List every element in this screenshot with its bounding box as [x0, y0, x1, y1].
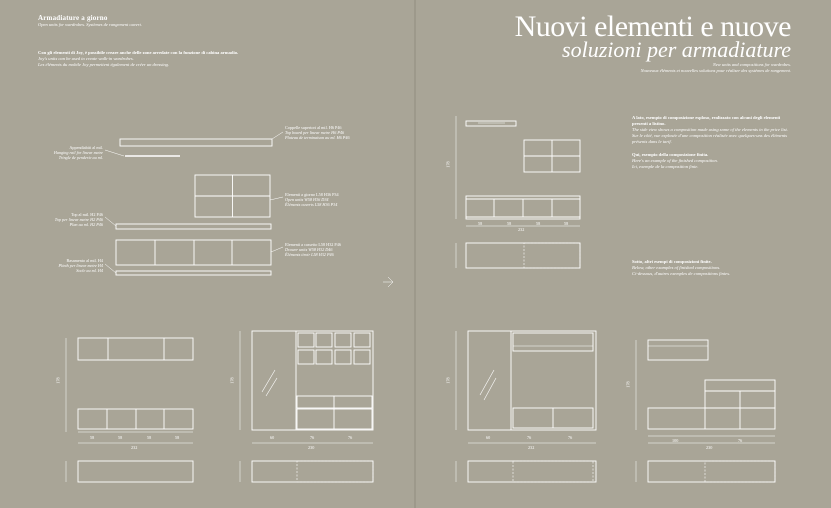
dim-d-2: 76 — [738, 438, 743, 443]
label-skirting: Basamento al mtl. H4 Plinth per linear metre H4 Socle au ml. H4 — [58, 258, 103, 273]
label-drawer-units: Elementi a cassetto L58 H32 P46 Drawer units W58 H32 D46 Éléments tiroir L58 H32 P46 — [285, 242, 341, 257]
top-shape — [116, 224, 271, 229]
reference-composition — [456, 116, 580, 268]
composition-a — [66, 338, 193, 482]
caption2-fr: Ici, exemple de la composition finie. — [632, 164, 699, 169]
drawer-units-shape — [116, 240, 271, 265]
exploded-view — [105, 132, 393, 287]
dim-width-ref: 232 — [518, 227, 525, 232]
dim-c-3: 76 — [568, 435, 573, 440]
page-title: Nuovi elementi e nuove — [514, 10, 791, 43]
label-hanging-rail: Appendiabiti al mtl. Hanging rail for linear metre Tringle de penderie au ml. — [53, 145, 103, 160]
dim-height-d: 178 — [625, 381, 631, 388]
dim-unit-2: 58 — [507, 221, 512, 226]
caption1-it: A lato, esempio di composizione esploso, realizzato con alcuni degli elementi presenti a listino. — [632, 115, 781, 126]
dim-unit-3: 58 — [536, 221, 541, 226]
section-title: Armadiature a giorno — [38, 14, 108, 22]
dim-a-2: 58 — [118, 435, 123, 440]
dim-b-1: 60 — [270, 435, 275, 440]
caption3-fr: Ci-dessous, d'autres exemples de compositions finies. — [632, 271, 731, 276]
dim-unit-1: 58 — [478, 221, 483, 226]
label-wall-units: Elementi a giorno L58 H36 P34 Open units W58 H36 D34 Éléments ouverts L58 H36 P34 — [285, 192, 339, 207]
dim-height-ref: 178 — [445, 161, 451, 168]
title-en: New units and compositions for wardrobes. — [712, 62, 791, 67]
dim-b-3: 76 — [348, 435, 353, 440]
dim-height-c: 178 — [445, 377, 451, 384]
caption2-en: Here's an example of the finished composition. — [632, 158, 718, 163]
page-subtitle: soluzioni per armadiature — [562, 37, 791, 62]
dim-d-1: 100 — [672, 438, 679, 443]
caption1-en: The side view shows a composition made using some of the elements in the price list. — [632, 127, 788, 132]
composition-b — [240, 331, 373, 482]
dim-b-total: 230 — [308, 445, 315, 450]
dim-height-a: 178 — [55, 377, 61, 384]
composition-c — [456, 331, 596, 482]
plinth-shape — [116, 271, 271, 275]
intro-en: Joy's units can be used to create walk-in wardrobes. — [38, 56, 134, 61]
dim-c-2: 76 — [527, 435, 532, 440]
dim-c-total: 232 — [528, 445, 535, 450]
label-top: Top al mtl. H2 P46 Top per linear metre H2 P46 Plan au ml. H2 P46 — [54, 212, 103, 227]
dim-a-4: 58 — [175, 435, 180, 440]
intro-it: Con gli elementi di Joy, è possibile creare anche delle zone arredate con la funzione di cabina armadio. — [38, 50, 239, 55]
label-top-cover: Coppelle superiori al mtl. H6 P46 Top board per linear metre H6 P46 Plateau de terminaison au ml. H6 P46 — [285, 125, 350, 140]
caption3-en: Below, other examples of finished compositions. — [632, 265, 721, 270]
dim-height-b: 178 — [229, 377, 235, 384]
top-cover-shape — [120, 139, 272, 146]
intro-fr: Les éléments du mobile Joy permettent également de créer un dressing. — [38, 62, 170, 67]
title-fr: Nouveaux éléments et nouvelles solutions pour réaliser des systèmes de rangement. — [640, 68, 791, 73]
dim-b-2: 76 — [310, 435, 315, 440]
dim-a-1: 58 — [90, 435, 95, 440]
dim-a-3: 58 — [147, 435, 152, 440]
dim-d-total: 230 — [706, 445, 713, 450]
caption3-it: Sotto, altri esempi di composizioni finite. — [632, 259, 712, 264]
caption2-it: Qui, esempio della composizione finita. — [632, 152, 709, 157]
caption1-fr: Sur le côté, vue explosée d'une composition réalisée avec quelques-uns des éléments présents dans le tarif. — [632, 133, 788, 144]
dim-a-total: 232 — [131, 445, 138, 450]
dim-unit-4: 58 — [564, 221, 569, 226]
section-subtitle: Open units for wardrobes. Systèmes de rangement ouvert. — [38, 22, 143, 27]
dim-c-1: 60 — [486, 435, 491, 440]
composition-d — [636, 340, 775, 482]
